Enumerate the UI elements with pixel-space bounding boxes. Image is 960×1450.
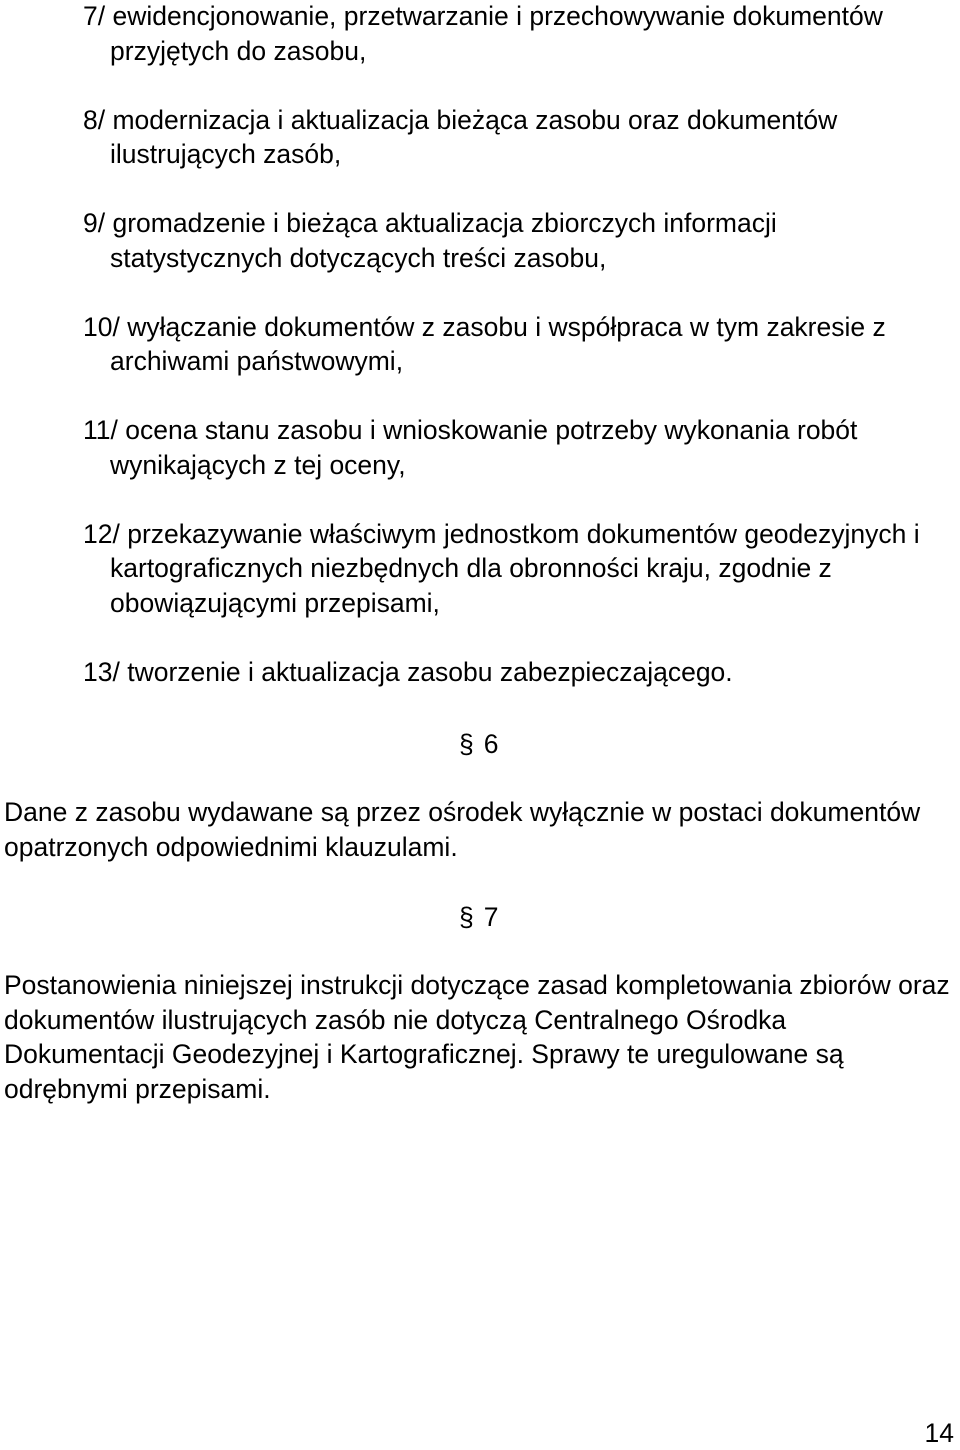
list-item-text: przekazywanie właściwym jednostkom dokumentów geodezyjnych i kartograficznych niezbędnych dla obronności kraju, zgodnie z obowiązującymi przepisami, [110, 518, 920, 618]
section-heading [459, 727, 499, 762]
list-item-text: wyłączanie dokumentów z zasobu i współpraca w tym zakresie z archiwami państwowymi, [110, 311, 886, 376]
section-sign: § [459, 902, 474, 932]
list-item-number: 10/ [83, 311, 120, 342]
list-item-number: 9/ [83, 208, 106, 238]
list-item-number: 13/ [83, 656, 120, 687]
list-item [83, 0, 953, 68]
list-item-text: tworzenie i aktualizacja zasobu zabezpieczającego. [127, 656, 733, 687]
section-paragraph: Dane z zasobu wydawane są przez ośrodek wyłącznie w postaci dokumentów opatrzonych odpowiednimi klauzulami. [4, 797, 921, 862]
section-sign: § [459, 729, 474, 759]
list-item-number: 11/ [83, 415, 118, 445]
list-item [83, 103, 953, 172]
section-heading [459, 900, 499, 935]
section-number: 6 [483, 729, 499, 759]
list-item [83, 517, 953, 621]
section-paragraph: Postanowienia niniejszej instrukcji dotyczące zasad kompletowania zbiorów oraz dokumentów ilustrujących zasób nie dotyczą Centralnego Ośrodka Dokumentacji Geodezyjnej i Kartograficznej. Sprawy te uregulowane są odrębnymi przepisami. [4, 970, 950, 1104]
list-item [83, 206, 953, 275]
list-item-number: 8/ [83, 104, 106, 135]
numbered-list [83, 0, 953, 724]
page-number: 14 [924, 1418, 954, 1448]
list-item-text: ocena stanu zasobu i wnioskowanie potrzeby wykonania robót wynikających z tej oceny, [110, 415, 858, 480]
list-item-number: 7/ [83, 1, 106, 31]
list-item-text: ewidencjonowanie, przetwarzanie i przechowywanie dokumentów przyjętych do zasobu, [110, 1, 883, 66]
list-item-text: gromadzenie i bieżąca aktualizacja zbiorczych informacji statystycznych dotyczących treści zasobu, [110, 208, 777, 273]
section-number: 7 [483, 902, 499, 932]
list-item-number: 12/ [83, 518, 120, 549]
list-item-text: modernizacja i aktualizacja bieżąca zasobu oraz dokumentów ilustrujących zasób, [110, 104, 838, 169]
list-item [83, 655, 953, 690]
list-item [83, 310, 953, 379]
list-item [83, 413, 953, 482]
